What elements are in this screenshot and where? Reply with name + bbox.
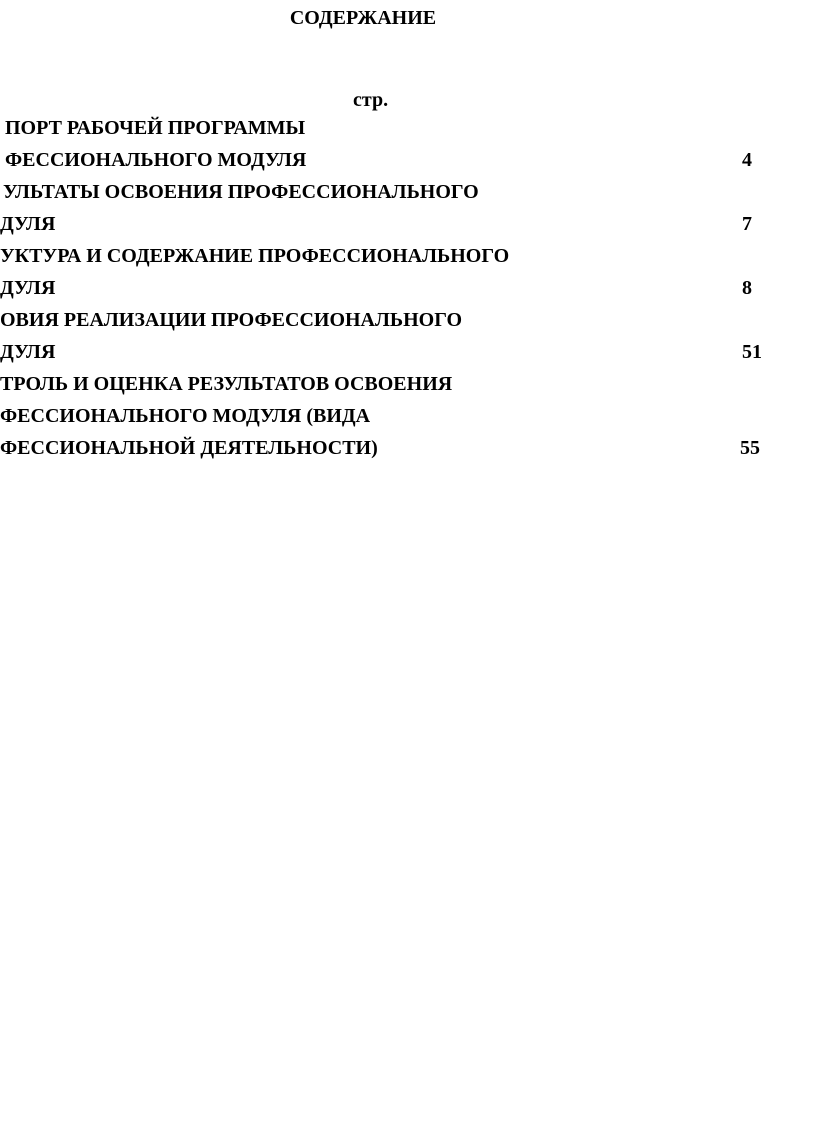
toc-entry-page-number: 51 <box>742 341 762 363</box>
toc-entry-1-line-2 <box>0 144 816 176</box>
toc-entry-text: ДУЛЯ <box>0 213 56 235</box>
toc-entry-3-line-2 <box>0 272 816 304</box>
toc-entry-5-line-2 <box>0 400 816 432</box>
toc-entry-text: ПОРТ РАБОЧЕЙ ПРОГРАММЫ <box>5 117 306 139</box>
toc-entry-page-number: 4 <box>742 149 752 171</box>
toc-entry-5-line-1 <box>0 368 816 400</box>
toc-entry-4-line-1 <box>0 304 816 336</box>
toc-entry-text: ОВИЯ РЕАЛИЗАЦИИ ПРОФЕССИОНАЛЬНОГО <box>0 309 463 331</box>
toc-entry-2-line-1 <box>0 176 816 208</box>
toc-entry-text: УКТУРА И СОДЕРЖАНИЕ ПРОФЕССИОНАЛЬНОГО <box>0 245 510 267</box>
toc-entry-text: ФЕССИОНАЛЬНОЙ ДЕЯТЕЛЬНОСТИ) <box>0 437 378 459</box>
toc-entry-text: ТРОЛЬ И ОЦЕНКА РЕЗУЛЬТАТОВ ОСВОЕНИЯ <box>0 373 453 395</box>
toc-entry-text: УЛЬТАТЫ ОСВОЕНИЯ ПРОФЕССИОНАЛЬНОГО <box>3 181 479 203</box>
toc-entry-page-number: 55 <box>740 437 760 459</box>
page-title: СОДЕРЖАНИЕ <box>289 7 437 29</box>
toc-entry-1-line-1 <box>0 112 816 144</box>
toc-entry-text: ФЕССИОНАЛЬНОГО МОДУЛЯ (ВИДА <box>0 405 371 427</box>
toc-entry-3-line-1 <box>0 240 816 272</box>
toc-entry-5-line-3 <box>0 432 816 464</box>
toc-entry-text: ФЕССИОНАЛЬНОГО МОДУЛЯ <box>5 149 307 171</box>
page-column-label: стр. <box>353 89 389 111</box>
toc-entry-page-number: 7 <box>742 213 752 235</box>
toc-entry-text: ДУЛЯ <box>0 341 56 363</box>
toc-entry-2-line-2 <box>0 208 816 240</box>
toc-entry-text: ДУЛЯ <box>0 277 56 299</box>
toc-entry-page-number: 8 <box>742 277 752 299</box>
toc-entry-4-line-2 <box>0 336 816 368</box>
